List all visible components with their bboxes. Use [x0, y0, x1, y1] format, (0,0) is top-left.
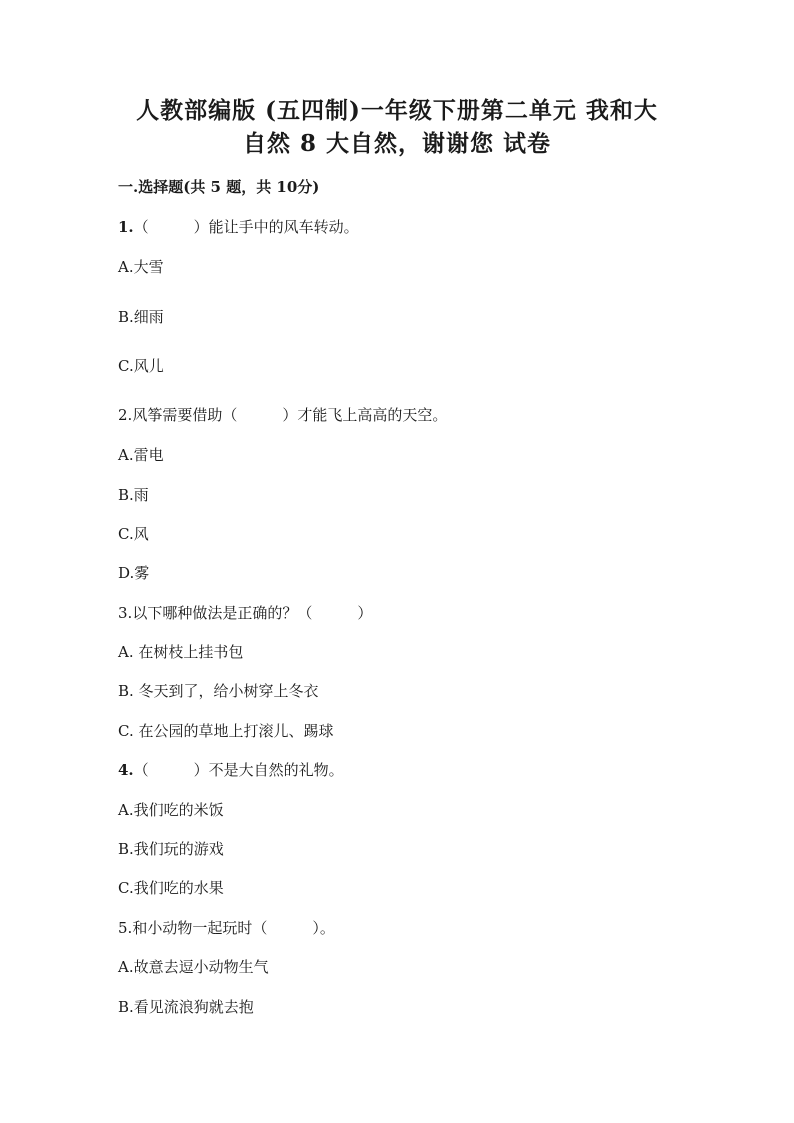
question-1-option-c: C.风儿 — [118, 357, 164, 375]
question-3-option-c: C. 在公园的草地上打滚儿、踢球 — [118, 722, 334, 740]
question-5-number: 5. — [118, 919, 133, 937]
question-4-option-a: A.我们吃的米饭 — [118, 801, 224, 819]
question-3-number: 3. — [118, 604, 133, 622]
question-1-number: 1. — [118, 218, 134, 236]
question-4-option-c: C.我们吃的水果 — [118, 879, 224, 897]
question-1-stem: （ ）能让手中的风车转动。 — [133, 218, 359, 236]
question-2-option-a: A.雷电 — [118, 446, 164, 464]
question-1 — [118, 217, 359, 237]
question-4-stem: （ ）不是大自然的礼物。 — [133, 761, 344, 779]
document-title-line-2: 自然 8 大自然，谢谢您 试卷 — [242, 130, 552, 157]
question-4-option-b: B.我们玩的游戏 — [118, 840, 224, 858]
question-2 — [118, 405, 447, 425]
question-1-option-a: A.大雪 — [118, 258, 164, 276]
section-heading: 一.选择题(共 5 题，共 10分) — [118, 178, 320, 196]
question-5-option-b: B.看见流浪狗就去抱 — [118, 998, 254, 1016]
question-4 — [118, 760, 344, 780]
question-5-stem: 和小动物一起玩时（ ）。 — [132, 919, 335, 937]
question-1-option-b: B.细雨 — [118, 308, 164, 326]
question-2-stem: 风筝需要借助（ ）才能飞上高高的天空。 — [132, 406, 448, 424]
question-3-option-a: A. 在树枝上挂书包 — [118, 643, 244, 661]
question-2-option-c: C.风 — [118, 525, 149, 543]
question-3-stem: 以下哪种做法是正确的？（ ） — [132, 604, 373, 622]
question-2-option-d: D.雾 — [118, 564, 150, 582]
question-2-number: 2. — [118, 406, 133, 424]
question-4-number: 4. — [118, 761, 134, 779]
document-title-line-1: 人教部编版 (五四制)一年级下册第二单元 我和大 — [136, 97, 658, 124]
question-5-option-a: A.故意去逗小动物生气 — [118, 958, 269, 976]
question-3 — [118, 603, 372, 623]
question-3-option-b: B. 冬天到了，给小树穿上冬衣 — [118, 682, 319, 700]
question-2-option-b: B.雨 — [118, 486, 149, 504]
question-5 — [118, 918, 335, 938]
